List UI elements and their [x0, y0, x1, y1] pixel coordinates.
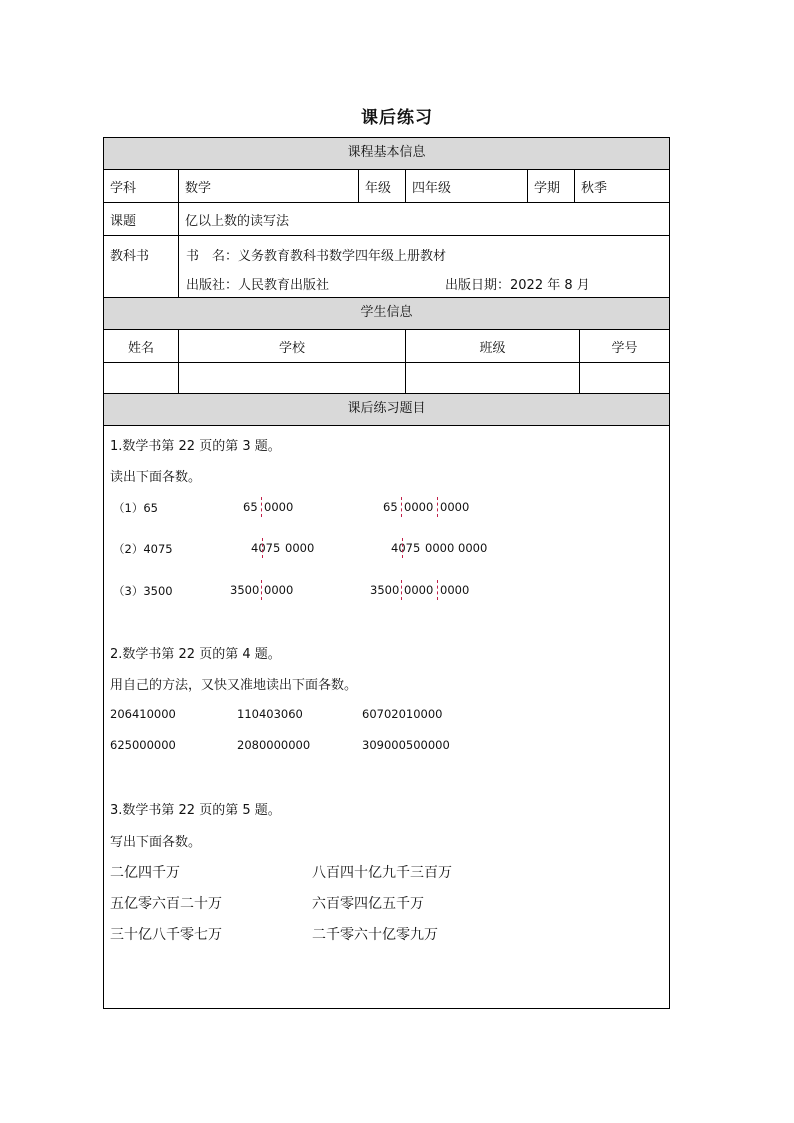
course-info-header-text: 课程基本信息 — [347, 145, 426, 160]
course-info-header — [104, 138, 669, 170]
textbook-label: 教科书 — [104, 236, 179, 297]
q1-row3-b: 0000 — [264, 583, 294, 597]
q3-item-4: 六百零四亿五千万 — [312, 896, 424, 912]
class-input-cell[interactable] — [406, 363, 580, 393]
q2-number-2: 110403060 — [237, 707, 303, 721]
school-input-cell[interactable] — [179, 363, 406, 393]
q1-row2-label: （2）4075 — [113, 542, 173, 556]
exercises-header-text: 课后练习题目 — [347, 401, 426, 416]
q1-row2-a: 4075 — [251, 541, 281, 555]
q1-row3-c1: 3500 — [370, 583, 400, 597]
col-class: 班级 — [406, 330, 580, 362]
q1-row1-divider-2 — [401, 497, 402, 517]
subject-label: 学科 — [104, 170, 179, 202]
q1-row2-c2: 0000 — [425, 541, 455, 555]
q1-row1-divider-1 — [261, 497, 262, 517]
q3-item-5: 三十亿八千零七万 — [110, 927, 222, 943]
book-name: 书 名：义务教育教科书数学四年级上册教材 — [186, 249, 447, 264]
q1-row1-divider-3 — [437, 497, 438, 517]
q1-row2-c3: 0000 — [458, 541, 488, 555]
student-info-header-text: 学生信息 — [360, 305, 413, 320]
worksheet-table — [103, 137, 670, 1009]
q1-row1-c2: 0000 — [404, 500, 434, 514]
q1-row3-divider-2 — [401, 580, 402, 600]
q2-number-5: 2080000000 — [237, 738, 311, 752]
q1-row3-c2: 0000 — [404, 583, 434, 597]
q1-row1-c3: 0000 — [440, 500, 470, 514]
term-value: 秋季 — [581, 180, 608, 196]
col-name: 姓名 — [104, 330, 179, 362]
q1-row3-a: 3500 — [230, 583, 260, 597]
q1-title: 1.数学书第 22 页的第 3 题。 — [110, 439, 281, 454]
q1-row3-divider-1 — [261, 580, 262, 600]
q1-row3-c3: 0000 — [440, 583, 470, 597]
subject-value: 数学 — [179, 170, 359, 202]
subject-row — [104, 170, 669, 203]
q3-title: 3.数学书第 22 页的第 5 题。 — [110, 803, 281, 818]
q3-item-2: 八百四十亿九千三百万 — [312, 865, 452, 881]
q3-item-3: 五亿零六百二十万 — [110, 896, 222, 912]
q3-item-6: 二千零六十亿零九万 — [312, 927, 438, 943]
q1-row2-divider-2 — [402, 538, 403, 558]
q2-number-6: 309000500000 — [362, 738, 450, 752]
q3-instruction: 写出下面各数。 — [110, 835, 202, 850]
textbook-row — [104, 236, 669, 298]
exercises-header — [104, 394, 669, 426]
q1-instruction: 读出下面各数。 — [110, 470, 202, 485]
q1-row2-c1: 4075 — [391, 541, 421, 555]
q3-item-1: 二亿四千万 — [110, 865, 180, 881]
student-input-row — [104, 363, 669, 394]
grade-value: 四年级 — [406, 170, 528, 202]
page-title: 课后练习 — [361, 108, 433, 128]
q1-row3-divider-3 — [437, 580, 438, 600]
q1-row1-label: （1）65 — [113, 501, 158, 515]
q1-row3-label: （3）3500 — [113, 584, 173, 598]
col-student-id: 学号 — [611, 340, 638, 356]
q1-row1-c1: 65 — [383, 500, 398, 514]
student-info-header — [104, 298, 669, 330]
col-school: 学校 — [179, 330, 406, 362]
q1-row1-b: 0000 — [264, 500, 294, 514]
q1-row2-b: 0000 — [285, 541, 315, 555]
student-id-input-cell[interactable] — [580, 363, 669, 393]
term-label: 学期 — [528, 170, 575, 202]
exercises-body — [104, 426, 669, 1008]
q2-title: 2.数学书第 22 页的第 4 题。 — [110, 647, 281, 662]
q1-row2-divider-1 — [262, 538, 263, 558]
q2-number-3: 60702010000 — [362, 707, 443, 721]
q2-number-4: 625000000 — [110, 738, 176, 752]
topic-row — [104, 203, 669, 236]
q1-row1-a: 65 — [243, 500, 258, 514]
name-input-cell[interactable] — [104, 363, 179, 393]
topic-value: 亿以上数的读写法 — [185, 213, 290, 229]
q2-instruction: 用自己的方法，又快又准地读出下面各数。 — [110, 678, 358, 693]
publisher: 出版社：人民教育出版社 — [186, 278, 330, 293]
q2-number-1: 206410000 — [110, 707, 176, 721]
student-columns-row — [104, 330, 669, 363]
topic-label: 课题 — [104, 203, 179, 235]
grade-label: 年级 — [359, 170, 406, 202]
publish-date: 出版日期：2022 年 8 月 — [445, 278, 590, 293]
